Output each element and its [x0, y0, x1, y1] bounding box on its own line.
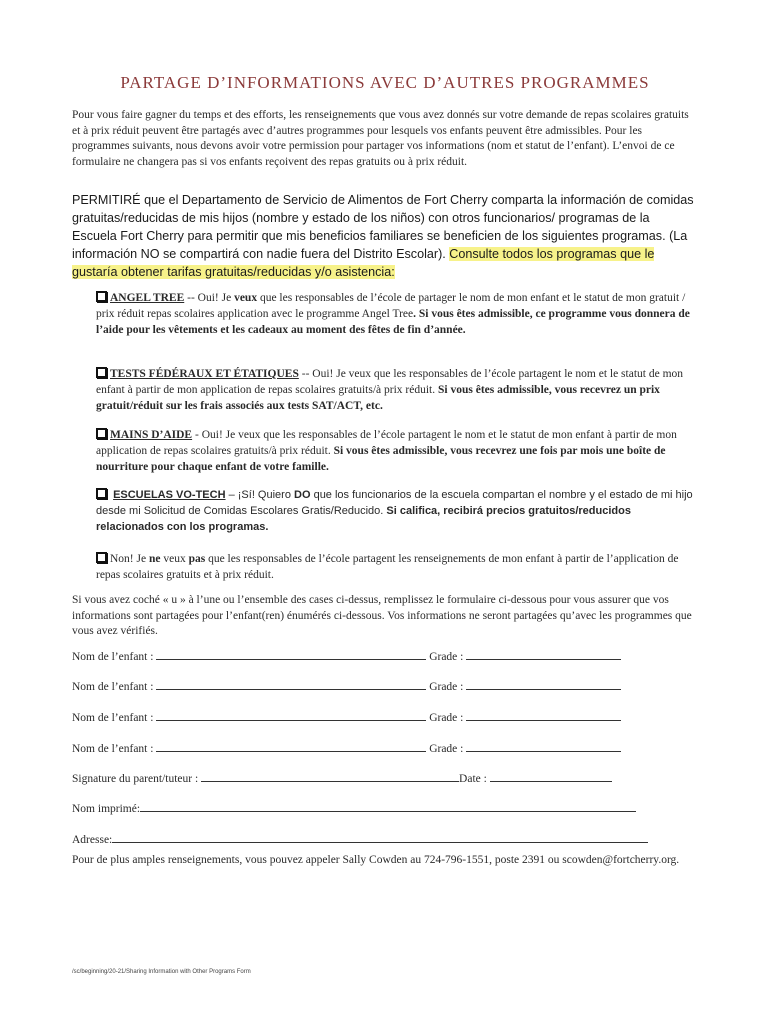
checkbox-tests[interactable] — [96, 367, 107, 378]
option-mains-aide: MAINS D’AIDE - Oui! Je veux que les responsables de l’école partagent le nom et le statut de mon enfant à partir de mon application de repas scolaires gratuits/à prix réduit. Si vous êtes admissible, vous recevrez une fois par mois une boîte de nourriture pour chaque enfant de votre famille. — [96, 429, 677, 473]
child-name-field-2[interactable] — [156, 678, 426, 690]
child-row-1: Nom de l’enfant : Grade : — [72, 648, 712, 663]
option-tests: TESTS FÉDÉRAUX ET ÉTATIQUES -- Oui! Je veux que les responsables de l’école partagent le nom et le statut de mon enfant à partir de mon application de repas scolaires gratuits/à prix réduit. Si vous êtes admissible, vous recevrez un prix gratuit/réduit sur les frais associés aux tests SAT/ACT, etc. — [96, 368, 684, 412]
intro-paragraph: Pour vous faire gagner du temps et des efforts, les renseignements que vous avez donnés sur votre demande de repas scolaires gratuits et à prix réduit peuvent être partagés avec d’autres programmes pour lesquels vos enfants peuvent être admissibles. Pour les programmes suivants, nous devons avoir votre permission pour partager vos informations (nom et statut de l’enfant). L’envoi de ce formulaire ne changera pas si vos enfants reçoivent des repas gratuits ou à prix réduit. — [72, 109, 689, 168]
child-row-2: Nom de l’enfant : Grade : — [72, 678, 712, 693]
printed-name-field[interactable] — [140, 800, 636, 812]
option-name: TESTS FÉDÉRAUX ET ÉTATIQUES — [110, 368, 299, 380]
option-angel-tree: ANGEL TREE -- Oui! Je veux que les responsables de l’école de partager le nom de mon enfant et le statut de mon gratuit / prix réduit repas scolaires application avec le programme Angel Tree. Si vous êtes admissible, ce programme vous donnera de l’aide pour les vêtements et les cadeaux au moment des fêtes de fin d’année. — [96, 292, 690, 336]
child-name-field-1[interactable] — [156, 648, 426, 660]
grade-field-4[interactable] — [466, 740, 621, 752]
checkbox-non[interactable] — [96, 552, 107, 563]
printed-name-row: Nom imprimé: — [72, 800, 712, 815]
grade-field-1[interactable] — [466, 648, 621, 660]
signature-field[interactable] — [201, 770, 459, 782]
address-field[interactable] — [112, 831, 648, 843]
checkbox-vo-tech[interactable] — [96, 488, 107, 499]
signature-row: Signature du parent/tuteur : Date : — [72, 770, 712, 785]
child-row-3: Nom de l’enfant : Grade : — [72, 709, 712, 724]
checkbox-mains-aide[interactable] — [96, 428, 107, 439]
grade-field-2[interactable] — [466, 678, 621, 690]
option-non: Non! Je ne veux pas que les responsables de l’école partagent les renseignements de mon enfant à partir de l’application de repas scolaires gratuits et à prix réduit. — [96, 553, 679, 581]
option-vo-tech: ESCUELAS VO-TECH – ¡Sí! Quiero DO que los funcionarios de la escuela compartan el nombre y el estado de mi hijo desde mi Solicitud de Comidas Escolares Gratis/Reducido. Si califica, recibirá precios gratuitos/reducidos relacionados con los programas. — [96, 489, 693, 533]
option-name: ANGEL TREE — [110, 292, 185, 304]
footer-path: /sc/beginning/20-21/Sharing Information with Other Programs Form — [72, 969, 251, 975]
checkbox-angel-tree[interactable] — [96, 291, 107, 302]
child-name-field-4[interactable] — [156, 740, 426, 752]
grade-field-3[interactable] — [466, 709, 621, 721]
option-name: MAINS D’AIDE — [110, 429, 193, 441]
child-name-field-3[interactable] — [156, 709, 426, 721]
page-title: PARTAGE D’INFORMATIONS AVEC D’AUTRES PROGRAMMES — [120, 73, 650, 92]
date-field[interactable] — [490, 770, 612, 782]
address-row: Adresse: — [72, 831, 712, 846]
spanish-text: PERMITIRÉ que el Departamento de Servicio de Alimentos de Fort Cherry comparta la información de comidas gratuitas/reducidas de mis hijos (nombre y estado de los niños) con otros funcionarios/ programas de la Escuela Fort Cherry para permitir que mis beneficios familiares se beneficien de los siguientes programas. (La información NO se compartirá con nadie fuera del Distrito Escolar). — [72, 193, 694, 261]
spanish-paragraph — [72, 191, 697, 281]
option-name: ESCUELAS VO-TECH — [113, 489, 226, 501]
child-row-4: Nom de l’enfant : Grade : — [72, 740, 712, 755]
instructions-paragraph: Si vous avez coché « u » à l’une ou l’ensemble des cases ci-dessus, remplissez le formulaire ci-dessous pour vous assurer que vos informations sont partagées pour l’enfant(ren) énumérés ci-dessous. Vos informations ne seront partagées qu’avec les programmes que vous avez vérifiés. — [72, 594, 692, 637]
highlighted-text: Consulte todos los programas que le gustaría obtener tarifas gratuitas/reducidas y/o asistencia: — [72, 247, 655, 279]
contact-paragraph: Pour de plus amples renseignements, vous pouvez appeler Sally Cowden au 724-796-1551, poste 2391 ou scowden@fortcherry.org. — [72, 854, 680, 866]
